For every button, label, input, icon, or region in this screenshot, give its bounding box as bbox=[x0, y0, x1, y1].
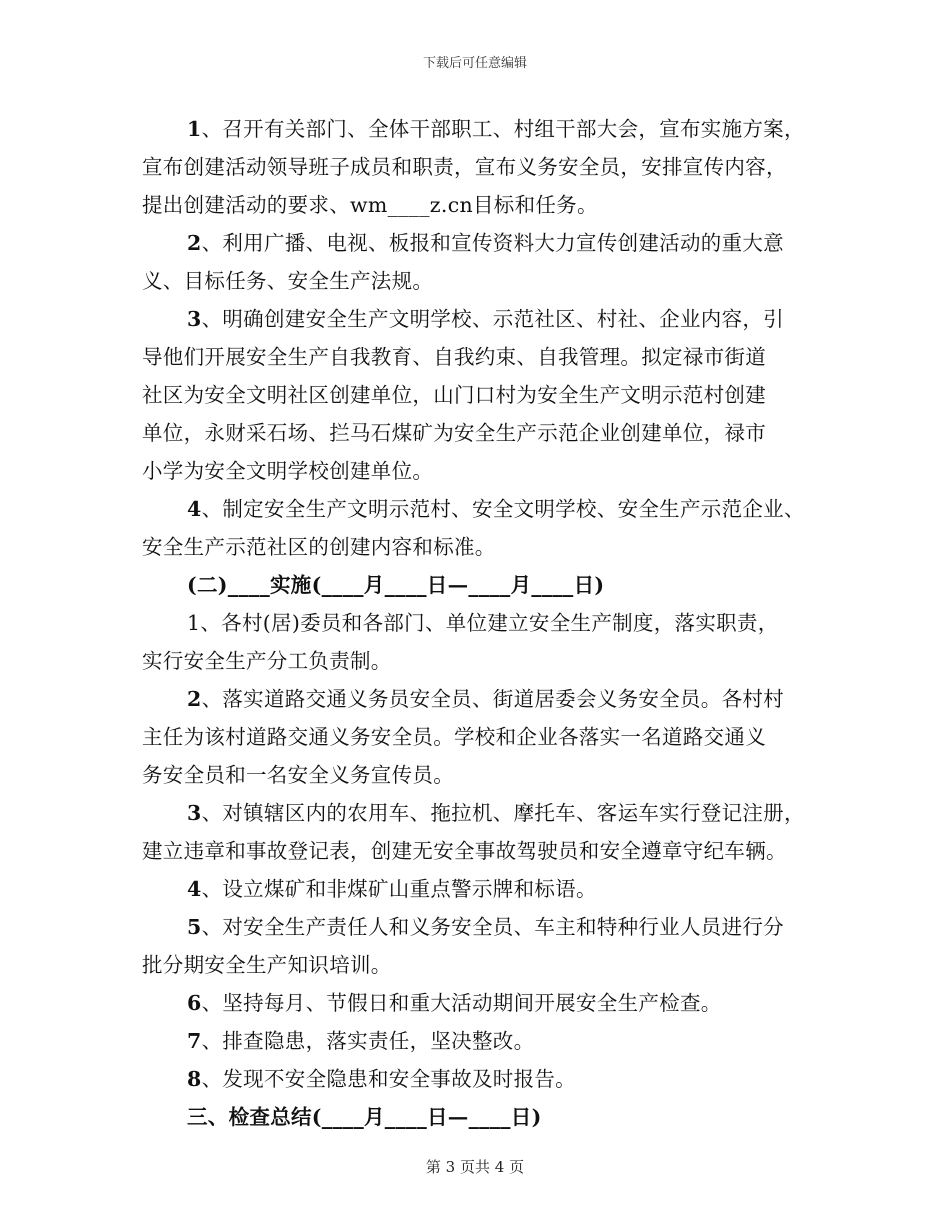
text-line bbox=[142, 794, 822, 832]
item-number: 4 bbox=[187, 497, 202, 521]
text-line bbox=[142, 110, 822, 148]
text-line bbox=[142, 414, 822, 452]
text-line bbox=[142, 984, 822, 1022]
line-text: 义、目标任务、安全生产法规。 bbox=[142, 269, 434, 293]
item-number: 5 bbox=[187, 915, 202, 939]
item-number: 3 bbox=[187, 801, 202, 825]
text-line bbox=[142, 452, 822, 490]
line-text: 、设立煤矿和非煤矿山重点警示牌和标语。 bbox=[201, 877, 597, 901]
item-number: 7 bbox=[187, 1029, 202, 1053]
line-text: 社区为安全文明社区创建单位，山门口村为安全生产文明示范村创建 bbox=[142, 383, 766, 407]
line-text: 导他们开展安全生产自我教育、自我约束、自我管理。拟定禄市街道 bbox=[142, 345, 766, 369]
text-line bbox=[142, 604, 822, 642]
line-text: 1、各村(居)委员和各部门、单位建立安全生产制度，落实职责， bbox=[187, 611, 779, 635]
text-line bbox=[142, 642, 822, 680]
line-text: 单位，永财采石场、拦马石煤矿为安全生产示范企业创建单位，禄市 bbox=[142, 421, 766, 445]
item-number: 1 bbox=[187, 117, 202, 141]
line-text: 、利用广播、电视、板报和宣传资料大力宣传创建活动的重大意 bbox=[201, 231, 784, 255]
text-line bbox=[142, 946, 822, 984]
text-line bbox=[142, 1022, 822, 1060]
text-line bbox=[142, 376, 822, 414]
text-line bbox=[142, 338, 822, 376]
line-text: 、发现不安全隐患和安全事故及时报告。 bbox=[201, 1067, 576, 1091]
line-text: 、明确创建安全生产文明学校、示范社区、村社、企业内容，引 bbox=[201, 307, 784, 331]
line-text: 、制定安全生产文明示范村、安全文明学校、安全生产示范企业、 bbox=[201, 497, 805, 521]
line-text: 提出创建活动的要求、wm____z.cn目标和任务。 bbox=[142, 193, 598, 217]
page-header: 下载后可任意编辑 bbox=[422, 56, 527, 71]
item-number: 6 bbox=[187, 991, 202, 1015]
text-line bbox=[142, 718, 822, 756]
line-text: 、对安全生产责任人和义务安全员、车主和特种行业人员进行分 bbox=[201, 915, 784, 939]
line-text: 宣布创建活动领导班子成员和职责，宣布义务安全员，安排宣传内容， bbox=[142, 155, 787, 179]
page-footer: 第 3 页共 4 页 bbox=[425, 1158, 525, 1176]
item-number: 2 bbox=[187, 231, 202, 255]
line-text: 、对镇辖区内的农用车、拖拉机、摩托车、客运车实行登记注册， bbox=[201, 801, 805, 825]
text-line bbox=[142, 490, 822, 528]
document-body bbox=[142, 110, 822, 1136]
text-line bbox=[142, 528, 822, 566]
text-line bbox=[142, 680, 822, 718]
line-text: 小学为安全文明学校创建单位。 bbox=[142, 459, 434, 483]
line-text: 批分期安全生产知识培训。 bbox=[142, 953, 392, 977]
text-line bbox=[142, 566, 822, 604]
line-text: 、坚持每月、节假日和重大活动期间开展安全生产检查。 bbox=[201, 991, 722, 1015]
item-number: 3 bbox=[187, 307, 202, 331]
text-line bbox=[142, 224, 822, 262]
line-text: 、召开有关部门、全体干部职工、村组干部大会，宣布实施方案， bbox=[201, 117, 805, 141]
text-line bbox=[142, 1060, 822, 1098]
line-text: 、落实道路交通义务员安全员、街道居委会义务安全员。各村村 bbox=[201, 687, 784, 711]
line-text: 、排查隐患，落实责任，坚决整改。 bbox=[201, 1029, 535, 1053]
item-number: 2 bbox=[187, 687, 202, 711]
text-line bbox=[142, 1098, 822, 1136]
item-number: 8 bbox=[187, 1067, 202, 1091]
line-text: 主任为该村道路交通义务安全员。学校和企业各落实一名道路交通义 bbox=[142, 725, 766, 749]
text-line bbox=[142, 262, 822, 300]
line-text: (二)____实施(____月____日—____月____日) bbox=[187, 573, 605, 597]
text-line bbox=[142, 186, 822, 224]
line-text: 务安全员和一名安全义务宣传员。 bbox=[142, 763, 454, 787]
line-text: 实行安全生产分工负责制。 bbox=[142, 649, 392, 673]
text-line bbox=[142, 300, 822, 338]
text-line bbox=[142, 756, 822, 794]
text-line bbox=[142, 832, 822, 870]
text-line bbox=[142, 148, 822, 186]
text-line bbox=[142, 870, 822, 908]
line-text: 三、检查总结(____月____日—____日) bbox=[187, 1105, 542, 1129]
item-number: 4 bbox=[187, 877, 202, 901]
text-line bbox=[142, 908, 822, 946]
line-text: 安全生产示范社区的创建内容和标准。 bbox=[142, 535, 496, 559]
line-text: 建立违章和事故登记表，创建无安全事故驾驶员和安全遵章守纪车辆。 bbox=[142, 839, 787, 863]
